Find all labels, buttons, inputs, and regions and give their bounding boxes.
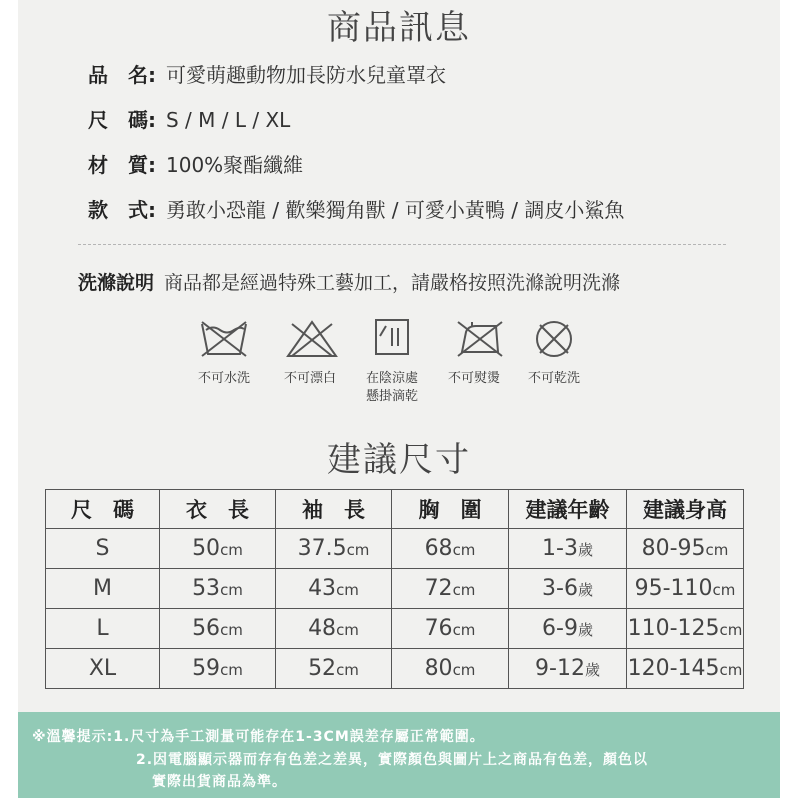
cell-height (627, 649, 744, 689)
unit-cm: cm (719, 621, 743, 639)
unit-age: 歲 (584, 661, 600, 679)
unit-age: 歲 (577, 621, 593, 639)
dashed-divider (78, 244, 726, 245)
size-chart-table (45, 489, 744, 689)
cell-chest (392, 529, 509, 569)
header-age: 建議年齡 (509, 490, 627, 529)
header-size: 尺 碼 (46, 490, 160, 529)
unit-age: 歲 (577, 541, 593, 559)
cell-value: 52 (308, 656, 337, 681)
icon-label-no-iron: 不可熨燙 (447, 371, 500, 386)
cell-value: 9-12 (535, 656, 585, 681)
cell-value: 37.5 (297, 536, 347, 561)
info-label: 材 質: (88, 153, 156, 177)
cell-value: 72 (424, 576, 453, 601)
info-value: S / M / L / XL (166, 108, 291, 132)
cell-value: 110-125 (627, 616, 720, 641)
note-line-3: 實際出貨商品為準。 (152, 774, 287, 790)
cell-value: 48 (308, 616, 337, 641)
unit-cm: cm (719, 661, 743, 679)
unit-cm: cm (220, 621, 243, 639)
info-value: 勇敢小恐龍 / 歡樂獨角獸 / 可愛小黃鴨 / 調皮小鯊魚 (166, 198, 625, 222)
cell-value: 59 (192, 656, 221, 681)
unit-cm: cm (346, 541, 370, 559)
washing-text: 商品都是經過特殊工藝加工，請嚴格按照洗滌說明洗滌 (164, 272, 621, 294)
cell-value: 80-95 (641, 536, 706, 561)
info-row-style (88, 195, 624, 225)
unit-cm: cm (705, 541, 729, 559)
unit-cm: cm (452, 541, 476, 559)
cell-height (627, 609, 744, 649)
info-value: 100%聚酯纖維 (166, 153, 304, 177)
cell-value: 76 (424, 616, 453, 641)
table-row (46, 569, 744, 609)
info-label: 品 名: (88, 63, 156, 87)
cell-length (160, 529, 276, 569)
icon-label-no-bleach: 不可漂白 (283, 371, 336, 386)
cell-value: 6-9 (542, 616, 578, 641)
header-length: 衣 長 (160, 490, 276, 529)
cell-value: 1-3 (542, 536, 578, 561)
no-iron-icon (452, 316, 508, 362)
cell-age (509, 569, 627, 609)
cell-value: 3-6 (542, 576, 578, 601)
cell-size: L (46, 609, 160, 649)
cell-value: 56 (192, 616, 221, 641)
note-line-1: ※溫馨提示:1.尺寸為手工測量可能存在1-3CM誤差存屬正常範圍。 (32, 729, 485, 745)
unit-cm: cm (452, 621, 476, 639)
cell-height (627, 529, 744, 569)
washing-instructions (78, 268, 620, 298)
unit-age: 歲 (577, 581, 593, 599)
unit-cm: cm (220, 541, 243, 559)
icon-label-no-dry-clean: 不可乾洗 (527, 371, 580, 386)
cell-length (160, 649, 276, 689)
info-row-name (88, 60, 446, 90)
info-row-material (88, 150, 303, 180)
unit-cm: cm (220, 581, 243, 599)
cell-chest (392, 649, 509, 689)
cell-sleeve (276, 649, 392, 689)
cell-sleeve (276, 569, 392, 609)
unit-cm: cm (336, 621, 359, 639)
cell-length (160, 609, 276, 649)
cell-value: 50 (192, 536, 221, 561)
note-line-2: 2.因電腦顯示器而存有色差之差異，實際顏色與圖片上之商品有色差，顏色以 (136, 752, 649, 768)
cell-chest (392, 569, 509, 609)
cell-value: 120-145 (627, 656, 720, 681)
unit-cm: cm (452, 581, 476, 599)
cell-value: 80 (424, 656, 453, 681)
cell-size: S (46, 529, 160, 569)
cell-value: 53 (192, 576, 221, 601)
cell-value: 43 (308, 576, 337, 601)
table-row (46, 609, 744, 649)
warm-tips-banner (18, 712, 780, 798)
info-label: 尺 碼: (88, 108, 156, 132)
unit-cm: cm (336, 581, 359, 599)
icon-label-drip-dry: 在陰涼處 懸掛滴乾 (365, 371, 418, 404)
cell-value: 95-110 (634, 576, 713, 601)
unit-cm: cm (452, 661, 476, 679)
icon-label-no-wash: 不可水洗 (197, 371, 250, 386)
cell-size: XL (46, 649, 160, 689)
product-info-title: 商品訊息 (327, 8, 471, 48)
size-chart-title: 建議尺寸 (327, 440, 471, 480)
drip-dry-shade-icon (364, 316, 420, 362)
washing-label: 洗滌說明 (78, 272, 155, 294)
cell-height (627, 569, 744, 609)
table-row (46, 529, 744, 569)
product-page (18, 0, 780, 798)
info-value: 可愛萌趣動物加長防水兒童罩衣 (166, 63, 446, 87)
info-label: 款 式: (88, 198, 156, 222)
table-row (46, 649, 744, 689)
unit-cm: cm (336, 661, 359, 679)
no-wash-icon (196, 316, 252, 362)
cell-sleeve (276, 609, 392, 649)
unit-cm: cm (220, 661, 243, 679)
cell-value: 68 (424, 536, 453, 561)
unit-cm: cm (712, 581, 736, 599)
cell-age (509, 529, 627, 569)
no-dry-clean-icon (526, 316, 582, 362)
cell-size: M (46, 569, 160, 609)
header-chest: 胸 圍 (392, 490, 509, 529)
cell-age (509, 609, 627, 649)
header-height: 建議身高 (627, 490, 744, 529)
cell-chest (392, 609, 509, 649)
info-row-size (88, 105, 290, 135)
table-header-row (46, 490, 744, 529)
no-bleach-icon (284, 316, 340, 362)
cell-length (160, 569, 276, 609)
cell-sleeve (276, 529, 392, 569)
cell-age (509, 649, 627, 689)
header-sleeve: 袖 長 (276, 490, 392, 529)
